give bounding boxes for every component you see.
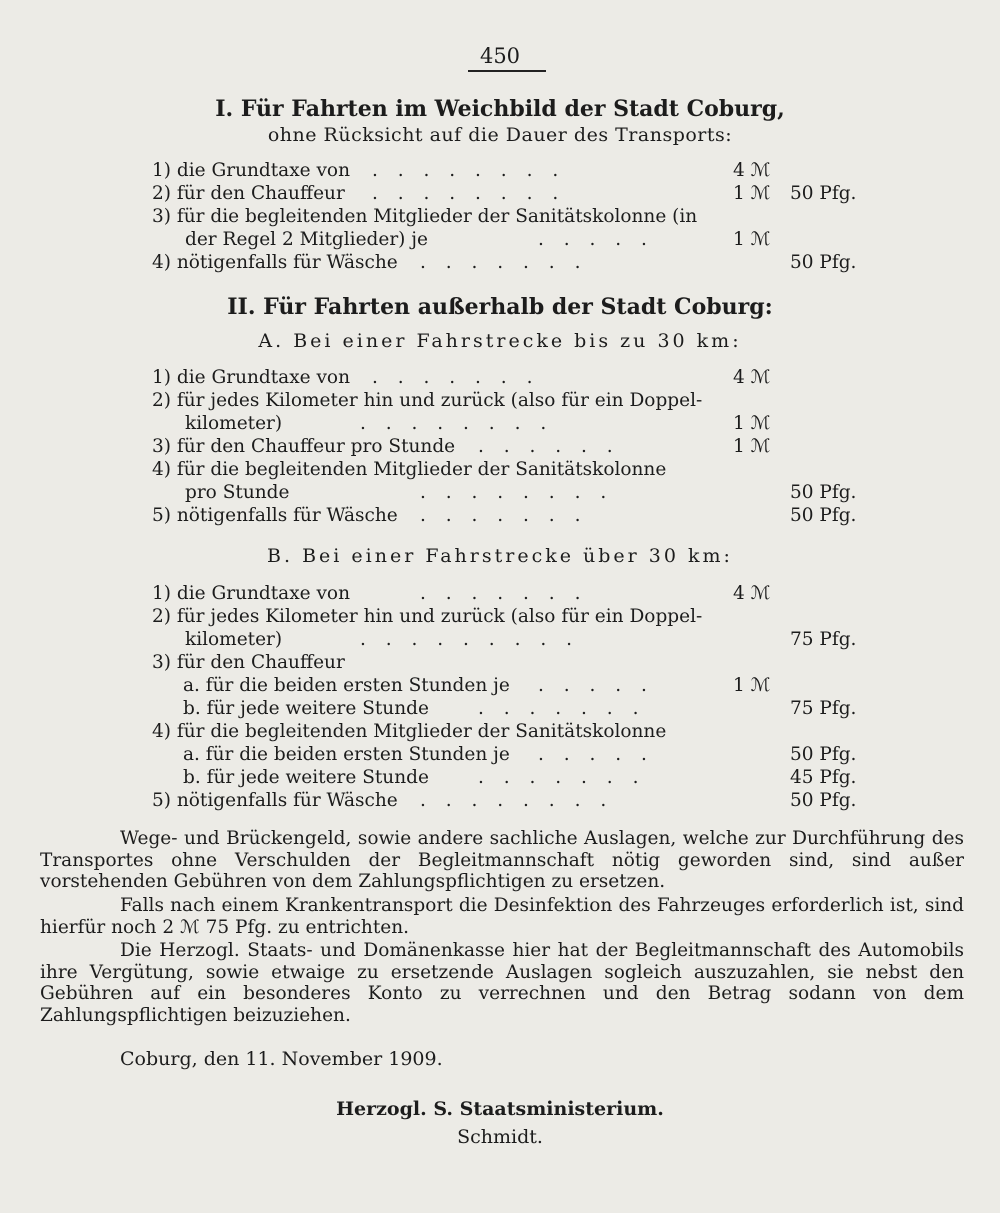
s2b-item-2-label: 2) für jedes Kilometer hin und zurück (also für ein Doppel- [152,606,703,627]
s2b-item-1-label: 1) die Grundtaxe von [152,583,350,604]
s2a-item-5-label: 5) nötigenfalls für Wäsche [152,505,398,526]
section-2-title: II. Für Fahrten außerhalb der Stadt Coburg: [227,294,773,320]
page-number-rule [468,70,546,72]
s1-item-2-pfg: 50 Pfg. [790,183,857,204]
s2b-item-4a-label: a. für die beiden ersten Stunden je [183,744,510,765]
s1-item-2-dots: . . . . . . . . [372,183,566,204]
s1-item-1-mark: 4 ℳ [733,160,771,181]
signature-name: Schmidt. [457,1126,543,1148]
s1-item-4-label: 4) nötigenfalls für Wäsche [152,252,398,273]
s2b-item-1-dots: . . . . . . . [420,583,588,604]
s2b-item-4b-dots: . . . . . . . [478,767,646,788]
s2a-item-2-cont: kilometer) [185,413,283,434]
s2b-item-3b-label: b. für jede weitere Stunde [183,698,429,719]
s2a-item-2-dots: . . . . . . . . [360,413,554,434]
paragraph-payment-text: Die Herzogl. Staats- und Domänenkasse hier hat der Begleitmannschaft des Automobils ihre Vergütung, sowie etwaige zu ersetzende Auslagen sogleich auszuzahlen, sie nebst den Gebühren auf ein besonderes Konto zu verrechnen und den Betrag sodann von dem Zahlungspflichtigen beizuziehen. [40,940,964,1026]
s2a-item-4-dots: . . . . . . . . [420,482,614,503]
s1-item-1-dots: . . . . . . . . [372,160,566,181]
place-date: Coburg, den 11. November 1909. [120,1048,443,1070]
s2a-item-1-label: 1) die Grundtaxe von [152,367,350,388]
signature-authority: Herzogl. S. Staatsministerium. [336,1098,664,1120]
s2b-item-3a-label: a. für die beiden ersten Stunden je [183,675,510,696]
s2a-item-3-mark: 1 ℳ [733,436,771,457]
s2a-item-5-pfg: 50 Pfg. [790,505,857,526]
s1-item-3-dots: . . . . . [538,229,654,250]
s2a-item-2-label: 2) für jedes Kilometer hin und zurück (also für ein Doppel- [152,390,703,411]
s2b-item-5-pfg: 50 Pfg. [790,790,857,811]
s1-item-1-label: 1) die Grundtaxe von [152,160,350,181]
section-1-subtitle: ohne Rücksicht auf die Dauer des Transports: [267,124,733,146]
paragraph-disinfection-text: Falls nach einem Krankentransport die Desinfektion des Fahrzeuges erforderlich ist, sind hierfür noch 2 ℳ 75 Pfg. zu entrichten. [40,895,964,938]
s2b-item-3a-dots: . . . . . [538,675,654,696]
s2b-item-4b-pfg: 45 Pfg. [790,767,857,788]
s1-item-3-cont: der Regel 2 Mitglieder) je [185,229,428,250]
page-number: 450 [479,44,521,68]
paragraph-tolls-text: Wege- und Brückengeld, sowie andere sachliche Auslagen, welche zur Durchführung des Transportes ohne Verschulden der Begleitmannschaft nötig geworden sind, sind außer vorstehenden Gebühren von dem Zahlungspflichtigen zu ersetzen. [40,828,964,892]
s2a-item-2-mark: 1 ℳ [733,413,771,434]
s1-item-3-label: 3) für die begleitenden Mitglieder der Sanitätskolonne (in [152,206,698,227]
section-2b-title: B. Bei einer Fahrstrecke über 30 km: [267,545,733,567]
s2b-item-2-cont: kilometer) [185,629,283,650]
s2a-item-5-dots: . . . . . . . [420,505,588,526]
s2a-item-3-label: 3) für den Chauffeur pro Stunde [152,436,456,457]
paragraph-disinfection [40,895,964,938]
s2a-item-4-cont: pro Stunde [185,482,290,503]
s2b-item-3-label: 3) für den Chauffeur [152,652,345,673]
s1-item-2-label: 2) für den Chauffeur [152,183,345,204]
s2b-item-1-mark: 4 ℳ [733,583,771,604]
s2b-item-4a-dots: . . . . . [538,744,654,765]
s1-item-3-mark: 1 ℳ [733,229,771,250]
s2a-item-4-label: 4) für die begleitenden Mitglieder der Sanitätskolonne [152,459,667,480]
s2b-item-4a-pfg: 50 Pfg. [790,744,857,765]
paragraph-tolls [40,828,964,893]
s2a-item-4-pfg: 50 Pfg. [790,482,857,503]
section-2a-title: A. Bei einer Fahrstrecke bis zu 30 km: [258,330,742,352]
s1-item-4-dots: . . . . . . . [420,252,588,273]
s1-item-2-mark: 1 ℳ [733,183,771,204]
s2b-item-3b-pfg: 75 Pfg. [790,698,857,719]
paragraph-payment [40,940,964,1026]
s2a-item-1-mark: 4 ℳ [733,367,771,388]
s2b-item-2-dots: . . . . . . . . . [360,629,579,650]
s2b-item-2-pfg: 75 Pfg. [790,629,857,650]
s2b-item-4-label: 4) für die begleitenden Mitglieder der Sanitätskolonne [152,721,667,742]
s2b-item-5-label: 5) nötigenfalls für Wäsche [152,790,398,811]
s2b-item-3b-dots: . . . . . . . [478,698,646,719]
s2b-item-4b-label: b. für jede weitere Stunde [183,767,429,788]
s2b-item-3a-mark: 1 ℳ [733,675,771,696]
s2a-item-1-dots: . . . . . . . [372,367,540,388]
s2a-item-3-dots: . . . . . . [478,436,620,457]
section-1-title: I. Für Fahrten im Weichbild der Stadt Coburg, [215,96,785,122]
s2b-item-5-dots: . . . . . . . . [420,790,614,811]
s1-item-4-pfg: 50 Pfg. [790,252,857,273]
